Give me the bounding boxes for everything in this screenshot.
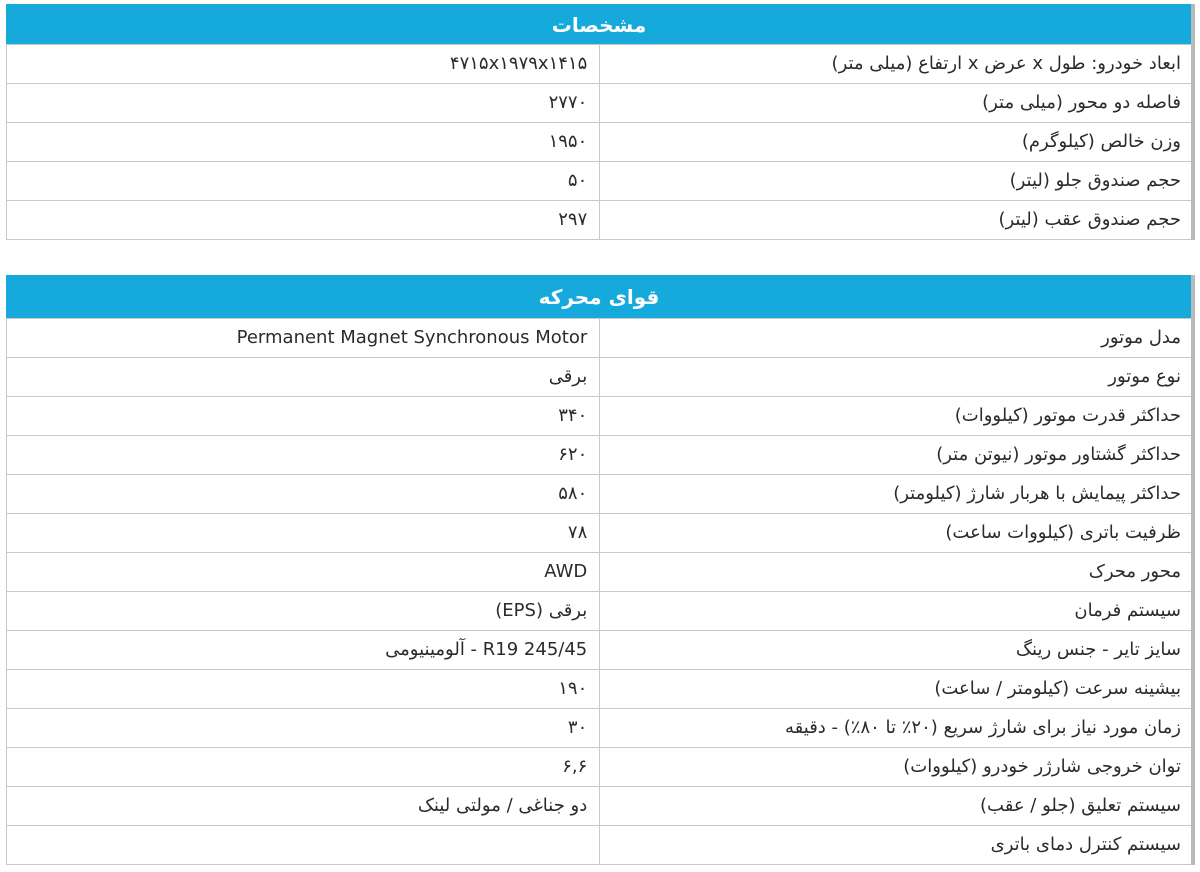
spec-label: نوع موتور xyxy=(600,358,1193,397)
spec-label: زمان مورد نیاز برای شارژ سریع (۲۰٪ تا ۸۰٪) - دقیقه xyxy=(600,709,1193,748)
spec-value xyxy=(7,319,600,358)
spec-value: 245/45 R19 - آلومینیومی xyxy=(7,631,600,670)
table-row xyxy=(7,709,1194,748)
spec-label: سیستم فرمان xyxy=(600,592,1193,631)
spec-value: ۲۷۷۰ xyxy=(7,84,600,123)
table-row xyxy=(7,123,1194,162)
spec-label: ظرفیت باتری (کیلووات ساعت) xyxy=(600,514,1193,553)
spec-label: سیستم کنترل دمای باتری xyxy=(600,826,1193,865)
table-row xyxy=(7,45,1194,84)
table-row xyxy=(7,84,1194,123)
spec-label: حداکثر گشتاور موتور (نیوتن متر) xyxy=(600,436,1193,475)
spec-value: ۵۰ xyxy=(7,162,600,201)
table-row xyxy=(7,436,1194,475)
table-row xyxy=(7,748,1194,787)
drivetrain-title: قوای محرکه xyxy=(7,276,1194,319)
spec-label: فاصله دو محور (میلی متر) xyxy=(600,84,1193,123)
spec-label: ابعاد خودرو: طول x عرض x ارتفاع (میلی متر) xyxy=(600,45,1193,84)
spec-value: ۷۸ xyxy=(7,514,600,553)
spec-label: سیستم تعلیق (جلو / عقب) xyxy=(600,787,1193,826)
spec-label: حداکثر قدرت موتور (کیلووات) xyxy=(600,397,1193,436)
specifications-table xyxy=(6,4,1195,240)
table-row xyxy=(7,319,1194,358)
spec-value: ۱۹۰ xyxy=(7,670,600,709)
spec-value: ۲۹۷ xyxy=(7,201,600,240)
spec-value: ۶۲۰ xyxy=(7,436,600,475)
spec-label: حجم صندوق جلو (لیتر) xyxy=(600,162,1193,201)
spec-label: محور محرک xyxy=(600,553,1193,592)
spec-value: ۳۰ xyxy=(7,709,600,748)
drivetrain-table xyxy=(6,275,1195,865)
table-row xyxy=(7,631,1194,670)
spec-label: وزن خالص (کیلوگرم) xyxy=(600,123,1193,162)
spec-label: بیشینه سرعت (کیلومتر / ساعت) xyxy=(600,670,1193,709)
motor-model-value: Permanent Magnet Synchronous Motor xyxy=(236,327,588,348)
spec-value: برقی xyxy=(7,358,600,397)
table-row xyxy=(7,592,1194,631)
spec-value: ۳۴۰ xyxy=(7,397,600,436)
table-header-row xyxy=(7,5,1194,45)
table-row xyxy=(7,787,1194,826)
table-row xyxy=(7,826,1194,865)
table-row xyxy=(7,201,1194,240)
table-row xyxy=(7,670,1194,709)
spec-label: سایز تایر - جنس رینگ xyxy=(600,631,1193,670)
spec-value: ۵۸۰ xyxy=(7,475,600,514)
table-row xyxy=(7,358,1194,397)
spec-label: حداکثر پیمایش با هربار شارژ (کیلومتر) xyxy=(600,475,1193,514)
table-header-row xyxy=(7,276,1194,319)
spec-value: برقی (EPS) xyxy=(7,592,600,631)
spec-value: ۴۷۱۵x۱۹۷۹x۱۴۱۵ xyxy=(7,45,600,84)
spec-value: دو جناغی / مولتی لینک xyxy=(7,787,600,826)
specifications-title: مشخصات xyxy=(7,5,1194,45)
table-row xyxy=(7,397,1194,436)
spec-value: AWD xyxy=(7,553,600,592)
spec-value xyxy=(7,826,600,865)
table-row xyxy=(7,162,1194,201)
table-row xyxy=(7,514,1194,553)
spec-value: ۱۹۵۰ xyxy=(7,123,600,162)
spec-value: ۶,۶ xyxy=(7,748,600,787)
spec-label: توان خروجی شارژر خودرو (کیلووات) xyxy=(600,748,1193,787)
spec-label: حجم صندوق عقب (لیتر) xyxy=(600,201,1193,240)
table-row xyxy=(7,475,1194,514)
spec-label: مدل موتور xyxy=(600,319,1193,358)
table-row xyxy=(7,553,1194,592)
